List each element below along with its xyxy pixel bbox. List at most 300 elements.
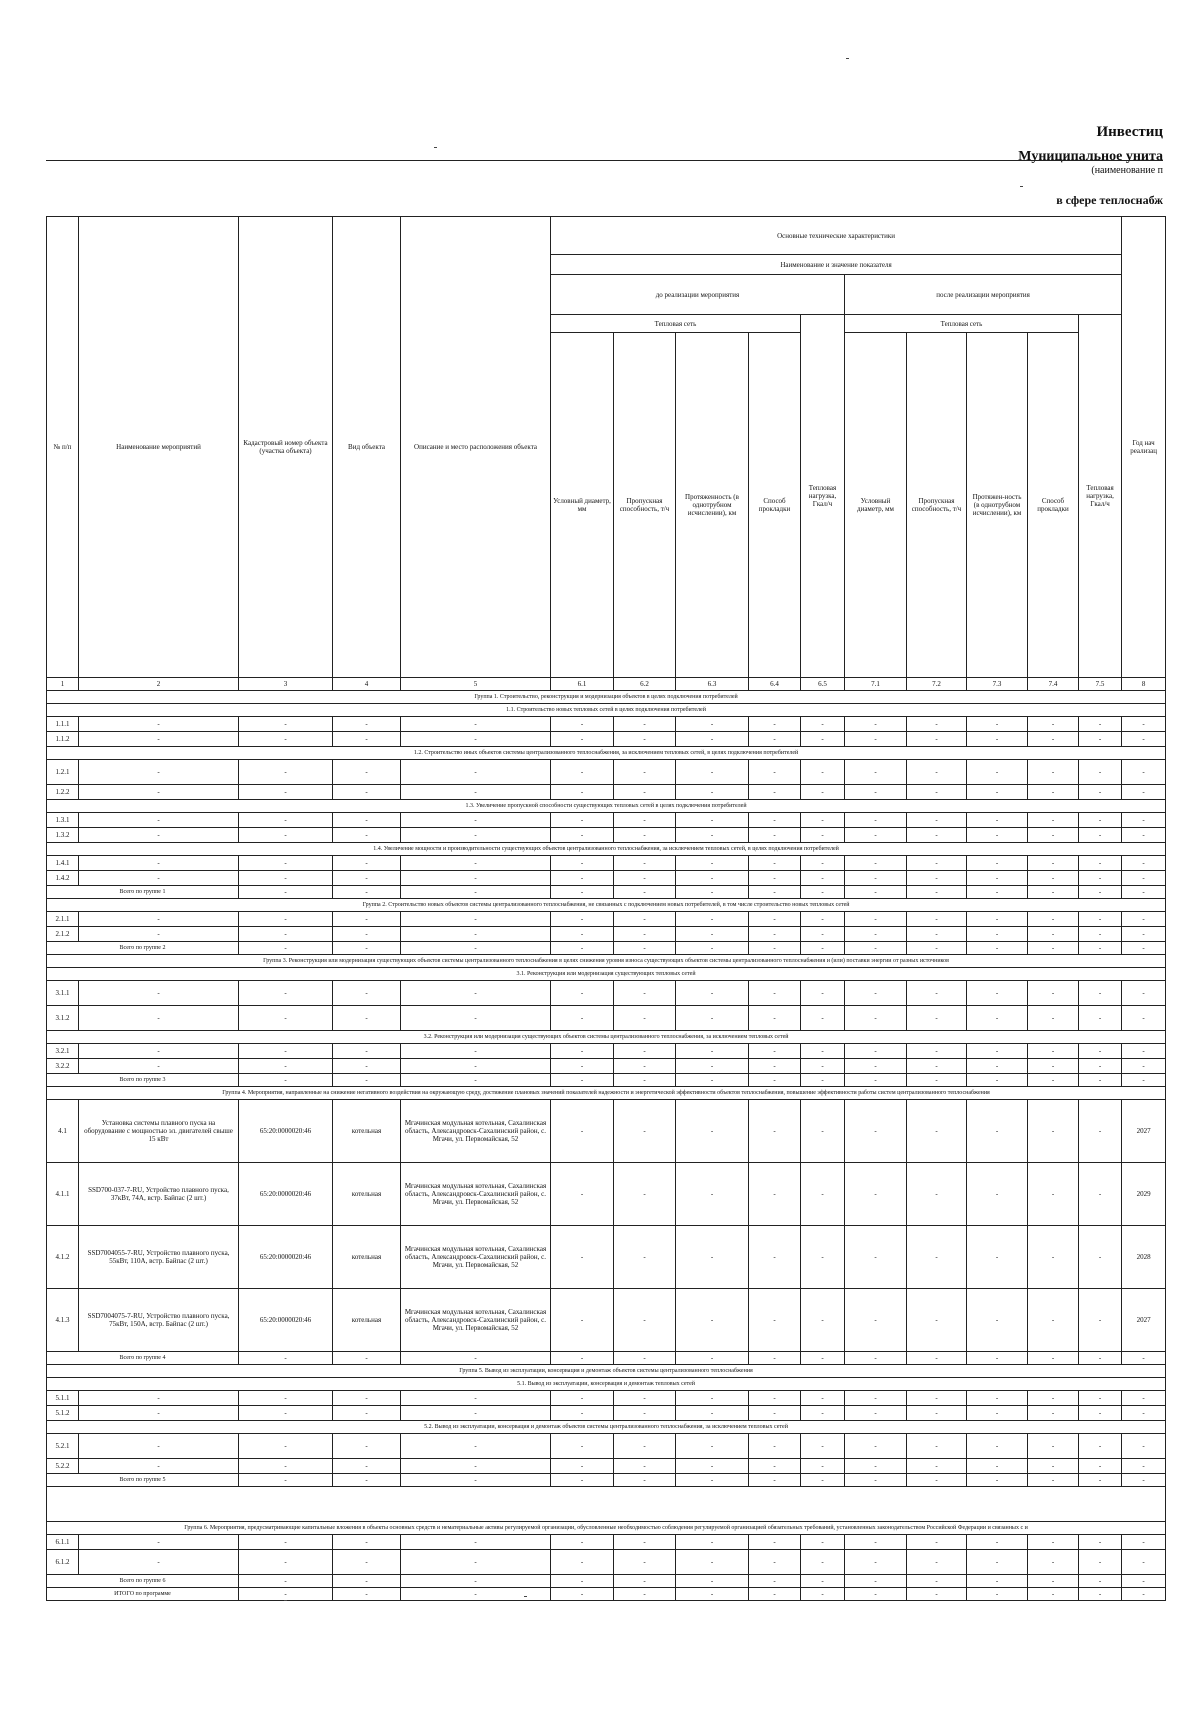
colnum-cell: 6.1: [551, 678, 614, 691]
heat-net-after-header: Тепловая сеть: [845, 315, 1079, 333]
table-cell: -: [333, 1006, 401, 1031]
table-cell: -: [801, 1059, 845, 1074]
row-number: 1.2.1: [47, 760, 79, 785]
table-cell: -: [676, 1059, 749, 1074]
table-cell: -: [1079, 886, 1122, 899]
section-header: 1.3. Увеличение пропускной способности существующих тепловых сетей в целях подключения потребителей: [47, 800, 1166, 813]
row-number: 2.1.2: [47, 927, 79, 942]
table-cell: -: [907, 732, 967, 747]
table-cell: -: [1122, 942, 1166, 955]
table-cell: -: [845, 1575, 907, 1588]
table-cell: -: [676, 1044, 749, 1059]
table-cell: -: [801, 1044, 845, 1059]
table-cell: -: [749, 1406, 801, 1421]
table-cell: -: [676, 1352, 749, 1365]
table-cell: -: [1079, 1352, 1122, 1365]
table-cell: -: [845, 912, 907, 927]
table-cell: -: [967, 886, 1028, 899]
table-cell: -: [333, 942, 401, 955]
table-cell: -: [907, 1100, 967, 1163]
row-number: 1.4.1: [47, 856, 79, 871]
table-cell: -: [614, 1550, 676, 1575]
col-year-header: Год нач реализац: [1122, 217, 1166, 678]
table-cell: -: [749, 717, 801, 732]
table-cell: -: [614, 760, 676, 785]
table-cell: -: [676, 1575, 749, 1588]
table-cell: -: [333, 1575, 401, 1588]
table-cell: -: [401, 1044, 551, 1059]
table-cell: -: [749, 1059, 801, 1074]
section-header: 5.1. Вывод из эксплуатации, консервация и демонтаж тепловых сетей: [47, 1378, 1166, 1391]
row-number: 5.1.1: [47, 1391, 79, 1406]
table-cell: -: [1028, 1588, 1079, 1601]
table-cell: -: [845, 1006, 907, 1031]
table-cell: -: [907, 1289, 967, 1352]
table-cell: -: [79, 1044, 239, 1059]
table-cell: -: [749, 1575, 801, 1588]
table-cell: -: [1122, 1406, 1166, 1421]
table-cell: -: [967, 1406, 1028, 1421]
table-cell: -: [401, 732, 551, 747]
start-year: 2027: [1122, 1289, 1166, 1352]
table-cell: -: [801, 1391, 845, 1406]
table-cell: -: [749, 732, 801, 747]
table-cell: -: [907, 1575, 967, 1588]
group-total-label: Всего по группе 6: [47, 1575, 239, 1588]
table-cell: -: [614, 1588, 676, 1601]
table-cell: -: [239, 981, 333, 1006]
table-cell: -: [749, 1074, 801, 1087]
table-cell: -: [967, 760, 1028, 785]
colnum-cell: 6.5: [801, 678, 845, 691]
table-cell: -: [333, 1406, 401, 1421]
table-cell: -: [1028, 1044, 1079, 1059]
table-cell: -: [967, 717, 1028, 732]
table-cell: -: [1079, 1163, 1122, 1226]
table-cell: -: [1079, 1006, 1122, 1031]
table-cell: -: [551, 717, 614, 732]
table-cell: -: [1028, 1535, 1079, 1550]
table-cell: -: [845, 927, 907, 942]
table-cell: -: [676, 1535, 749, 1550]
object-type: котельная: [333, 1100, 401, 1163]
table-cell: -: [551, 1289, 614, 1352]
table-cell: -: [749, 856, 801, 871]
table-cell: -: [401, 1575, 551, 1588]
table-cell: -: [333, 871, 401, 886]
table-cell: -: [907, 813, 967, 828]
table-cell: -: [1028, 1550, 1079, 1575]
row-number: 5.2.2: [47, 1459, 79, 1474]
table-cell: -: [401, 1352, 551, 1365]
table-cell: -: [676, 886, 749, 899]
table-cell: -: [614, 785, 676, 800]
section-header: Группа 3. Реконструкция или модернизация существующих объектов системы централизованного теплоснабжения в целях снижения уровня износа существующих объектов системы централизованного теплоснабжения и (или) поставки энергии от разных источников: [47, 955, 1166, 968]
table-cell: -: [907, 886, 967, 899]
table-cell: -: [614, 1352, 676, 1365]
colnum-cell: 5: [401, 678, 551, 691]
table-cell: -: [1028, 1226, 1079, 1289]
header-rule: [46, 160, 1163, 161]
diam-before-header: Условный диаметр, мм: [551, 333, 614, 678]
table-cell: -: [907, 1163, 967, 1226]
table-cell: -: [907, 1074, 967, 1087]
table-cell: -: [614, 813, 676, 828]
table-cell: -: [79, 828, 239, 843]
table-cell: -: [614, 1059, 676, 1074]
table-cell: -: [1028, 912, 1079, 927]
table-cell: -: [551, 1352, 614, 1365]
table-cell: -: [1122, 1006, 1166, 1031]
table-cell: -: [614, 1575, 676, 1588]
table-cell: -: [1122, 828, 1166, 843]
table-cell: -: [614, 1044, 676, 1059]
colnum-cell: 6.3: [676, 678, 749, 691]
table-cell: -: [614, 1434, 676, 1459]
table-cell: -: [749, 1588, 801, 1601]
table-cell: -: [845, 717, 907, 732]
table-cell: -: [614, 1535, 676, 1550]
start-year: 2027: [1122, 1100, 1166, 1163]
table-cell: -: [907, 942, 967, 955]
table-cell: -: [676, 828, 749, 843]
object-type: котельная: [333, 1226, 401, 1289]
table-cell: -: [749, 1100, 801, 1163]
object-type: котельная: [333, 1163, 401, 1226]
indicator-header: Наименование и значение показателя: [551, 255, 1122, 275]
table-cell: -: [1079, 927, 1122, 942]
table-cell: -: [845, 1352, 907, 1365]
table-cell: -: [551, 1434, 614, 1459]
table-cell: -: [1028, 1163, 1079, 1226]
table-cell: -: [845, 981, 907, 1006]
table-cell: -: [1122, 1459, 1166, 1474]
row-number: 3.1.1: [47, 981, 79, 1006]
row-number: 3.1.2: [47, 1006, 79, 1031]
table-cell: -: [79, 871, 239, 886]
table-cell: -: [333, 912, 401, 927]
table-cell: -: [239, 1474, 333, 1487]
table-cell: -: [801, 927, 845, 942]
method-after-header: Способ прокладки: [1028, 333, 1079, 678]
table-cell: -: [907, 1006, 967, 1031]
method-before-header: Способ прокладки: [749, 333, 801, 678]
colnum-cell: 6.4: [749, 678, 801, 691]
table-cell: -: [676, 1391, 749, 1406]
table-cell: -: [1079, 1550, 1122, 1575]
col-num-header: № п/п: [47, 217, 79, 678]
table-cell: -: [401, 942, 551, 955]
table-cell: -: [239, 927, 333, 942]
table-cell: -: [749, 1226, 801, 1289]
table-cell: -: [551, 1059, 614, 1074]
table-cell: -: [1122, 1575, 1166, 1588]
table-cell: -: [801, 1535, 845, 1550]
table-cell: -: [551, 760, 614, 785]
table-cell: -: [79, 927, 239, 942]
table-cell: -: [1028, 1059, 1079, 1074]
header-line-4: в сфере теплоснабж: [1056, 193, 1163, 207]
table-cell: -: [801, 981, 845, 1006]
section-header: 1.1. Строительство новых тепловых сетей в целях подключения потребителей: [47, 704, 1166, 717]
table-cell: -: [967, 1588, 1028, 1601]
table-cell: -: [333, 981, 401, 1006]
table-cell: -: [907, 912, 967, 927]
table-cell: -: [551, 1074, 614, 1087]
table-cell: -: [676, 1406, 749, 1421]
table-cell: -: [845, 871, 907, 886]
table-cell: -: [239, 1074, 333, 1087]
table-cell: -: [967, 1074, 1028, 1087]
col-cadastral-header: Кадастровый номер объекта (участка объекта): [239, 217, 333, 678]
table-cell: -: [1122, 1352, 1166, 1365]
header-line-2: Муниципальное унита: [1018, 149, 1163, 164]
table-cell: -: [801, 1575, 845, 1588]
table-cell: -: [967, 1575, 1028, 1588]
object-location: Мгачинская модульная котельная, Сахалинская область, Александровск-Сахалинский район, с. Мгачи, ул. Первомайская, 52: [401, 1100, 551, 1163]
table-cell: -: [845, 785, 907, 800]
table-cell: -: [1079, 856, 1122, 871]
table-body: [47, 678, 1166, 1601]
table-cell: -: [749, 942, 801, 955]
table-cell: -: [239, 1575, 333, 1588]
table-cell: -: [907, 1044, 967, 1059]
table-cell: -: [1122, 732, 1166, 747]
table-cell: -: [749, 1550, 801, 1575]
object-location: Мгачинская модульная котельная, Сахалинская область, Александровск-Сахалинский район, с. Мгачи, ул. Первомайская, 52: [401, 1289, 551, 1352]
table-cell: -: [967, 856, 1028, 871]
table-cell: -: [845, 1226, 907, 1289]
table-cell: -: [79, 785, 239, 800]
header-line-3: (наименование п: [1091, 165, 1163, 176]
table-cell: -: [845, 732, 907, 747]
table-cell: -: [676, 1100, 749, 1163]
length-before-header: Протяженность (в однотрубном исчислении), км: [676, 333, 749, 678]
table-cell: -: [401, 785, 551, 800]
table-cell: -: [239, 813, 333, 828]
table-cell: -: [1122, 912, 1166, 927]
table-cell: -: [676, 1006, 749, 1031]
table-cell: -: [551, 1044, 614, 1059]
table-cell: -: [401, 927, 551, 942]
table-cell: -: [1079, 1391, 1122, 1406]
table-cell: -: [614, 942, 676, 955]
table-cell: -: [614, 828, 676, 843]
table-cell: -: [333, 927, 401, 942]
section-header: Группа 2. Строительство новых объектов системы централизованного теплоснабжения, не связанных с подключением новых потребителей, в том числе строительство новых тепловых сетей: [47, 899, 1166, 912]
table-cell: -: [801, 1406, 845, 1421]
table-cell: -: [333, 1434, 401, 1459]
table-cell: -: [845, 1535, 907, 1550]
table-cell: -: [1122, 871, 1166, 886]
scan-mark: [846, 58, 849, 59]
table-cell: -: [1122, 1434, 1166, 1459]
table-cell: -: [967, 1100, 1028, 1163]
row-number: 6.1.2: [47, 1550, 79, 1575]
table-cell: -: [1122, 1474, 1166, 1487]
group-total-label: Всего по группе 1: [47, 886, 239, 899]
table-cell: -: [614, 1226, 676, 1289]
table-cell: -: [401, 912, 551, 927]
throughput-before-header: Пропускная способность, т/ч: [614, 333, 676, 678]
table-cell: -: [749, 1535, 801, 1550]
table-cell: -: [801, 1100, 845, 1163]
table-cell: -: [749, 785, 801, 800]
table-cell: -: [333, 1074, 401, 1087]
table-cell: -: [79, 1059, 239, 1074]
start-year: 2029: [1122, 1163, 1166, 1226]
table-cell: -: [676, 732, 749, 747]
table-cell: -: [1079, 1474, 1122, 1487]
table-cell: -: [239, 1588, 333, 1601]
table-cell: -: [551, 1575, 614, 1588]
table-cell: -: [239, 1459, 333, 1474]
group-total-label: Всего по группе 3: [47, 1074, 239, 1087]
row-number: 5.2.1: [47, 1434, 79, 1459]
table-cell: -: [907, 1406, 967, 1421]
table-cell: -: [1028, 1406, 1079, 1421]
row-number: 1.4.2: [47, 871, 79, 886]
table-cell: -: [1079, 760, 1122, 785]
table-cell: -: [401, 1459, 551, 1474]
table-cell: -: [1079, 1588, 1122, 1601]
table-cell: -: [333, 1474, 401, 1487]
table-cell: -: [1028, 856, 1079, 871]
table-cell: -: [1122, 1550, 1166, 1575]
section-header: 5.2. Вывод из эксплуатации, консервация и демонтаж объектов системы централизованного теплоснабжения, за исключением тепловых сетей: [47, 1421, 1166, 1434]
table-cell: -: [239, 942, 333, 955]
table-cell: -: [801, 1550, 845, 1575]
measure-name: SSD7004055-7-RU, Устройство плавного пуска, 55кВт, 110А, встр. Байпас (2 шт.): [79, 1226, 239, 1289]
table-cell: -: [967, 1163, 1028, 1226]
table-cell: -: [749, 1474, 801, 1487]
table-cell: -: [551, 1391, 614, 1406]
table-cell: -: [239, 886, 333, 899]
table-cell: -: [551, 1163, 614, 1226]
table-cell: -: [239, 717, 333, 732]
table-cell: -: [907, 927, 967, 942]
table-cell: -: [1122, 1059, 1166, 1074]
table-cell: -: [676, 1226, 749, 1289]
table-cell: -: [333, 1391, 401, 1406]
table-cell: -: [676, 785, 749, 800]
table-cell: -: [845, 1406, 907, 1421]
table-cell: -: [401, 717, 551, 732]
table-cell: -: [551, 828, 614, 843]
table-cell: -: [1028, 813, 1079, 828]
table-cell: -: [79, 813, 239, 828]
row-number: 4.1.2: [47, 1226, 79, 1289]
table-cell: -: [333, 732, 401, 747]
table-cell: -: [1079, 1406, 1122, 1421]
table-cell: -: [1122, 1074, 1166, 1087]
colnum-cell: 7.1: [845, 678, 907, 691]
table-cell: -: [801, 785, 845, 800]
table-cell: -: [801, 1006, 845, 1031]
colnum-cell: 7.3: [967, 678, 1028, 691]
table-cell: -: [907, 1550, 967, 1575]
before-header: до реализации мероприятия: [551, 275, 845, 315]
section-header: Группа 6. Мероприятия, предусматривающие капитальные вложения в объекты основных средств и нематериальные активы регулируемой организации, обусловленные необходимостью соблюдения регулируемой организацией обязательных требований, установленных законодательством Российской Федерации и связанных с и: [47, 1522, 1166, 1535]
table-cell: -: [845, 1434, 907, 1459]
table-cell: -: [551, 981, 614, 1006]
table-cell: -: [401, 813, 551, 828]
table-cell: -: [801, 1459, 845, 1474]
colnum-cell: 7.5: [1079, 678, 1122, 691]
table-cell: -: [614, 856, 676, 871]
table-cell: -: [614, 1163, 676, 1226]
table-cell: -: [845, 1163, 907, 1226]
table-cell: -: [401, 981, 551, 1006]
length-after-header: Протяжен-ность (в однотрубном исчислении), км: [967, 333, 1028, 678]
table-cell: -: [749, 1044, 801, 1059]
table-cell: -: [749, 1391, 801, 1406]
table-cell: -: [907, 981, 967, 1006]
table-cell: -: [676, 1163, 749, 1226]
table-cell: -: [1028, 732, 1079, 747]
table-cell: -: [1079, 1059, 1122, 1074]
table-cell: -: [333, 1459, 401, 1474]
column-numbers-row: [47, 678, 1166, 691]
group-total-label: Всего по группе 5: [47, 1474, 239, 1487]
row-number: 1.1.1: [47, 717, 79, 732]
table-cell: -: [749, 1352, 801, 1365]
row-number: 4.1.1: [47, 1163, 79, 1226]
table-cell: -: [801, 717, 845, 732]
group-total-label: Всего по группе 2: [47, 942, 239, 955]
table-cell: -: [239, 828, 333, 843]
table-cell: -: [614, 886, 676, 899]
table-cell: -: [1122, 785, 1166, 800]
table-cell: -: [676, 1289, 749, 1352]
table-cell: -: [614, 912, 676, 927]
table-cell: -: [239, 1059, 333, 1074]
table-cell: -: [907, 828, 967, 843]
table-cell: -: [1079, 1226, 1122, 1289]
table-cell: -: [749, 760, 801, 785]
table-cell: -: [551, 732, 614, 747]
table-cell: -: [845, 1391, 907, 1406]
table-cell: -: [551, 927, 614, 942]
table-cell: -: [1079, 1535, 1122, 1550]
table-cell: -: [333, 828, 401, 843]
table-cell: -: [239, 1434, 333, 1459]
table-cell: -: [801, 1352, 845, 1365]
table-cell: -: [79, 1459, 239, 1474]
table-cell: -: [79, 856, 239, 871]
table-cell: -: [333, 886, 401, 899]
table-cell: -: [614, 871, 676, 886]
measure-name: SSD7004075-7-RU, Устройство плавного пуска, 75кВт, 150А, встр. Байпас (2 шт.): [79, 1289, 239, 1352]
table-cell: -: [676, 1074, 749, 1087]
table-cell: -: [1122, 886, 1166, 899]
col-name-header: Наименование мероприятий: [79, 217, 239, 678]
table-cell: -: [749, 912, 801, 927]
table-cell: -: [967, 1226, 1028, 1289]
table-cell: -: [333, 717, 401, 732]
table-cell: -: [614, 1459, 676, 1474]
cadastral-number: 65:20:0000020:46: [239, 1100, 333, 1163]
table-cell: -: [749, 1289, 801, 1352]
table-cell: -: [967, 942, 1028, 955]
table-cell: -: [1028, 1352, 1079, 1365]
cadastral-number: 65:20:0000020:46: [239, 1163, 333, 1226]
table-cell: -: [1079, 732, 1122, 747]
table-cell: -: [239, 871, 333, 886]
table-cell: -: [801, 1074, 845, 1087]
table-cell: -: [676, 717, 749, 732]
table-cell: -: [1122, 1535, 1166, 1550]
